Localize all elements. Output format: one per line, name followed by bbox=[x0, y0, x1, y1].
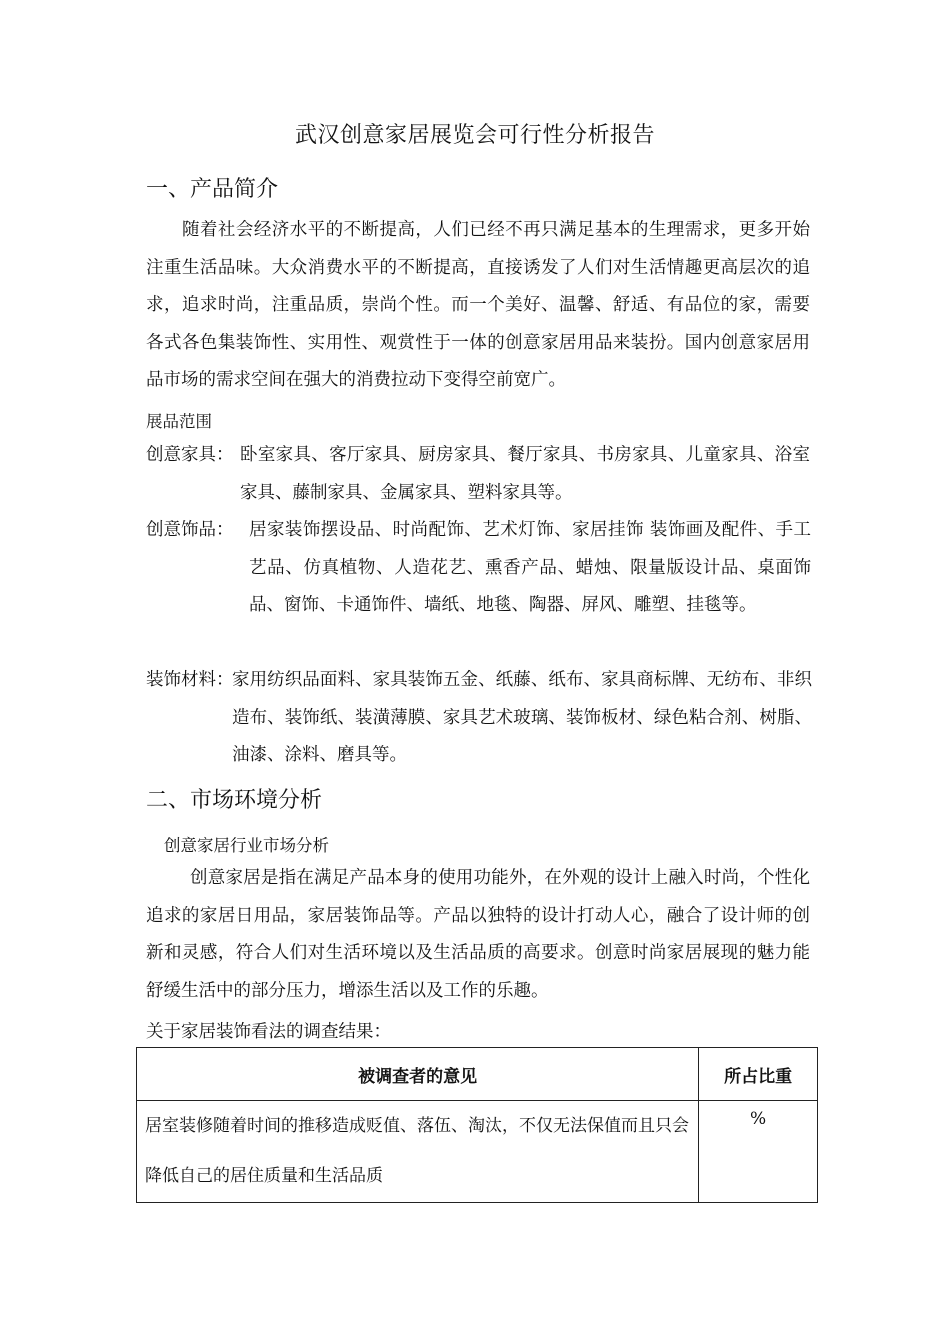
intro-paragraph: 随着社会经济水平的不断提高，人们已经不再只满足基本的生理需求，更多开始注重生活品味。大众消费水平的不断提高，直接诱发了人们对生活情趣更高层次的追求，追求时尚，注重品质，崇尚个性。而一个美好、温馨、舒适、有品位的家，需要各式各色集装饰性、实用性、观赏性于一体的创意家居用品来装扮。国内创意家居用品市场的需求空间在强大的消费拉动下变得空前宽广。 bbox=[146, 220, 810, 390]
opinion-cell: 居室装修随着时间的推移造成贬值、落伍、淘汰，不仅无法保值而且只会降低自己的居住质量和生活品质 bbox=[137, 1101, 699, 1203]
category-label: 创意饰品： bbox=[146, 520, 234, 540]
category-text: 卧室家具、客厅家具、厨房家具、餐厅家具、书房家具、儿童家具、浴室家具、藤制家具、金属家具、塑料家具等。 bbox=[240, 445, 810, 503]
section-heading-market-analysis: 二、市场环境分析 bbox=[146, 788, 323, 813]
share-cell: % bbox=[699, 1101, 818, 1203]
section-heading-product-intro: 一、产品简介 bbox=[146, 177, 279, 202]
document-title: 武汉创意家居展览会可行性分析报告 bbox=[294, 123, 655, 148]
survey-table bbox=[136, 1047, 818, 1203]
table-header-row bbox=[137, 1048, 818, 1101]
category-text: 居家装饰摆设品、时尚配饰、艺术灯饰、家居挂饰 装饰画及配件、手工艺品、仿真植物、人造花艺、熏香产品、蜡烛、限量版设计品、桌面饰品、窗饰、卡通饰件、墙纸、地毯、陶器、屏风、雕塑、挂毯等。 bbox=[249, 520, 811, 615]
category-text: 家用纺织品面料、家具装饰五金、纸藤、纸布、家具商标牌、无纺布、非织造布、装饰纸、装潢薄膜、家具艺术玻璃、装饰板材、绿色粘合剂、树脂、油漆、涂料、磨具等。 bbox=[232, 670, 812, 765]
header-share: 所占比重 bbox=[699, 1048, 818, 1101]
scope-title: 展品范围 bbox=[146, 412, 212, 431]
subsection-heading: 创意家居行业市场分析 bbox=[164, 836, 329, 855]
category-label: 装饰材料： bbox=[146, 670, 234, 690]
table-row bbox=[137, 1101, 818, 1203]
survey-label: 关于家居装饰看法的调查结果： bbox=[146, 1022, 391, 1042]
category-label: 创意家具： bbox=[146, 445, 234, 465]
header-opinion: 被调查者的意见 bbox=[137, 1048, 699, 1101]
market-paragraph: 创意家居是指在满足产品本身的使用功能外，在外观的设计上融入时尚，个性化追求的家居日用品，家居装饰品等。产品以独特的设计打动人心，融合了设计师的创新和灵感，符合人们对生活环境以及生活品质的高要求。创意时尚家居展现的魅力能舒缓生活中的部分压力，增添生活以及工作的乐趣。 bbox=[146, 868, 810, 1001]
